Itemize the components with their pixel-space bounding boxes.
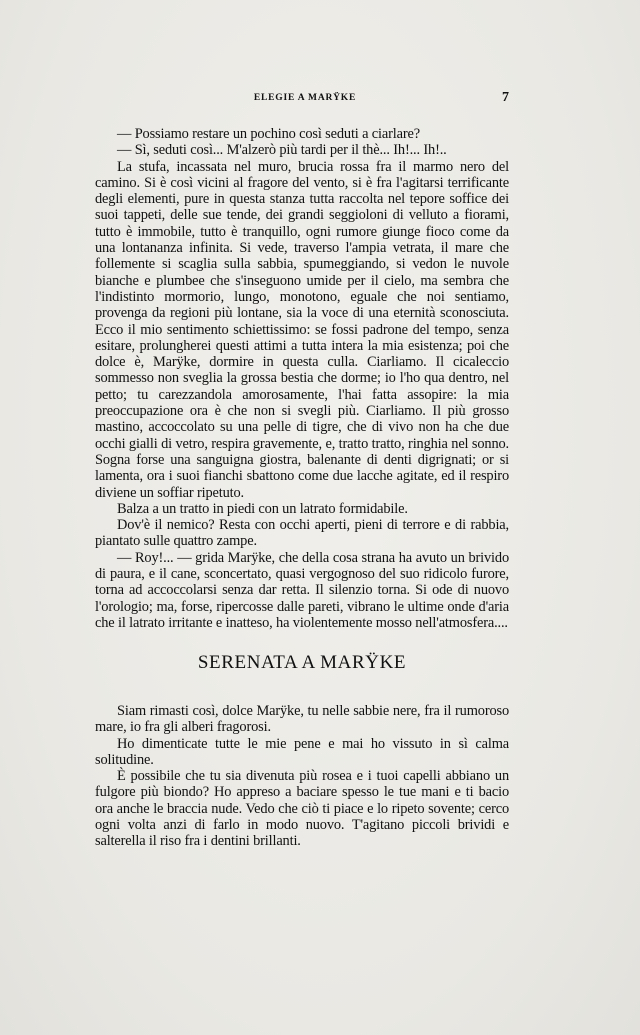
page-number: 7: [502, 90, 509, 105]
text-block-serenata: [95, 703, 509, 850]
paragraph: La stufa, incassata nel muro, brucia rossa fra il marmo nero del camino. Si è così vicini al fragore del vento, si è fra l'agitarsi terrificante degli elementi, pure in questa stanza tutta raccolta nel tepore soffice dei suoi tappeti, delle sue tende, dei grandi seggioloni di velluto a fiorami, tutto è immobile, tutto è tranquillo, ogni rumore giunge fioco come da una lontananza infinita. Si vede, traverso l'ampia vetrata, il mare che follemente si scaglia sulla sabbia, spumeggiando, si vedon le nuvole bianche e plumbee che s'inseguono umide per il cielo, ma sembra che l'indistinto mormorio, lungo, monotono, eguale che noi sentiamo, provenga da regioni più lontane, sia la voce di una eternità sconosciuta. Ecco il mio sentimento schiettissimo: se fossi padrone del tempo, senza esitare, prolungherei questi attimi a tutta intera la mia esistenza; poi che dolce è, Marÿke, dormire in questa culla. Ciarliamo. Il cicaleccio sommesso non sveglia la grossa bestia che dorme; io l'ho qua dentro, nel petto; tu carezzandola amorosamente, l'hai fatta assopire: la mia preoccupazione ora è che non si svegli più. Ciarliamo. Il più grosso mastino, accoccolato su una pelle di tigre, che di vivo non ha che due occhi gialli di vetro, respira gravemente, e, tratto tratto, ringhia nel sonno. Sogna forse una sanguigna giostra, balenante di denti digrignati; or si lamenta, ora i suoi fianchi sbattono come due lacche agitate, ed il respiro diviene un soffiar ripetuto.: [95, 158, 509, 501]
paragraph: Ho dimenticate tutte le mie pene e mai ho vissuto in sì calma solitudine.: [95, 735, 509, 768]
paragraph: — Possiamo restare un pochino così seduti a ciarlare?: [117, 126, 420, 142]
section-title: SERENATA A MARŸKE: [197, 652, 407, 673]
paragraph: — Roy!... — grida Marÿke, che della cosa strana ha avuto un brivido di paura, e il cane, sconcertato, quasi vergognoso del suo ridicolo furore, torna ad accoccolarsi senza dar retta. Il silenzio torna. Si ode di nuovo l'orologio; ma, forse, ripercosse dalle pareti, vibrano le ultime onde d'aria che il latrato irritante e inatteso, ha violentemente mosso nell'atmosfera....: [95, 549, 509, 631]
running-head: [95, 92, 515, 108]
paragraph: Siam rimasti così, dolce Marÿke, tu nelle sabbie nere, fra il rumoroso mare, io fra gli alberi fragorosi.: [95, 703, 509, 736]
paragraph: Dov'è il nemico? Resta con occhi aperti, pieni di terrore e di rabbia, piantato sulle quattro zampe.: [95, 517, 509, 550]
paragraph: È possibile che tu sia divenuta più rosea e i tuoi capelli abbiano un fulgore più biondo? Ho appreso a baciare spesso le tue mani e ti bacio ora anche le braccia nude. Vedo che ciò ti piace e lo ripeto sovente; cerco ogni volta anzi di farlo in modo nuovo. T'agitano piccoli brividi e salterella il riso fra i dentini brillanti.: [95, 768, 509, 850]
paragraph: Balza a un tratto in piedi con un latrato formidabile.: [117, 500, 408, 517]
paragraph: — Sì, seduti così... M'alzerò più tardi per il thè... Ih!... Ih!..: [117, 142, 447, 159]
text-block-elegie: [95, 126, 509, 631]
running-title: ELEGIE A MARŸKE: [253, 93, 357, 103]
